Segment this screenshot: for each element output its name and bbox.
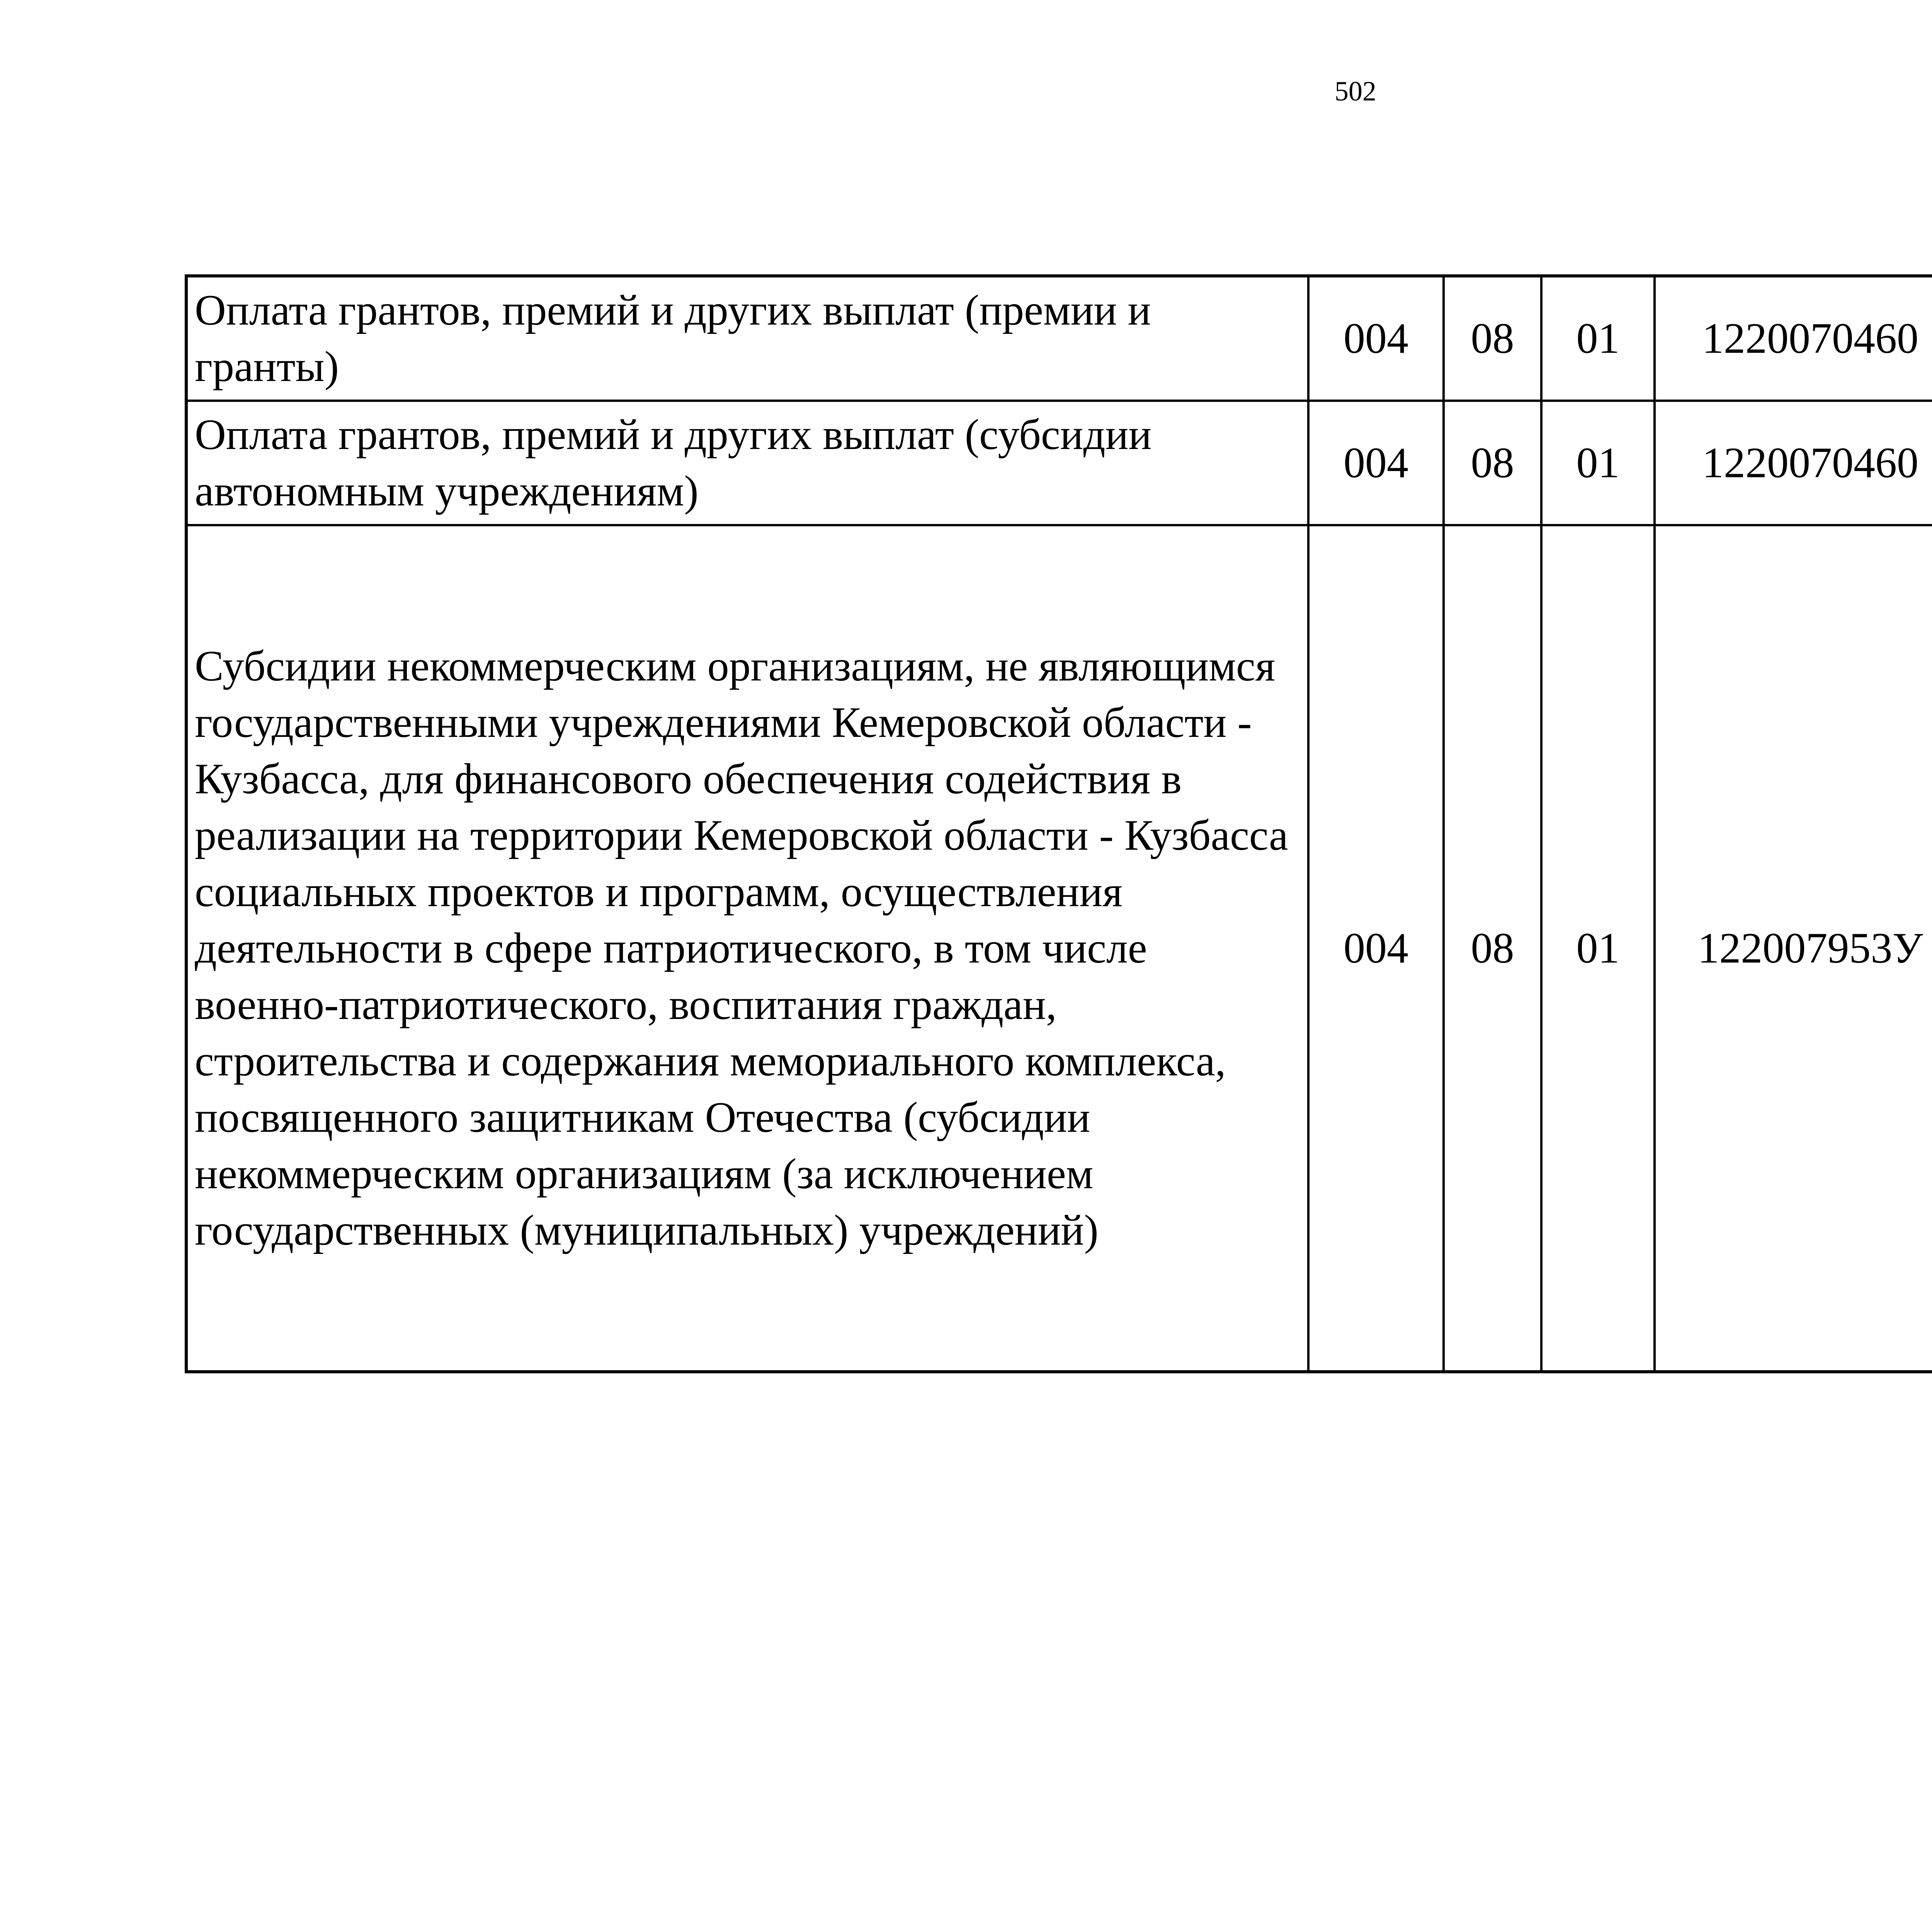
subsection-code: 01 — [1541, 525, 1655, 1372]
section-code: 08 — [1444, 276, 1541, 401]
expense-description: Субсидии некоммерческим организациям, не являющимся государственными учреждениями Кемеровской области - Кузбасса, для финансового обеспечения содействия в реализации на территории Кемеровской области - Кузбасса социальных проектов и программ, осуществления деятельности в сфере патриотического, в том числе военно-патриотического, воспитания граждан, строительства и содержания мемориального комплекса, посвященного защитникам Отечества (субсидии некоммерческим организациям (за исключением государственных (муниципальных) учреждений) — [186, 525, 1308, 1372]
budget-table — [185, 274, 1932, 1373]
subsection-code: 01 — [1541, 401, 1655, 525]
ministry-code: 004 — [1308, 276, 1444, 401]
ministry-code: 004 — [1308, 401, 1444, 525]
target-article-code: 1220070460 — [1655, 401, 1932, 525]
table-row — [186, 401, 1932, 525]
table-row — [186, 276, 1932, 401]
expense-description: Оплата грантов, премий и других выплат (субсидии автономным учреждениям) — [186, 401, 1308, 525]
subsection-code: 01 — [1541, 276, 1655, 401]
page-number: 502 — [1335, 76, 1376, 107]
table-row — [186, 525, 1932, 1372]
target-article-code: 1220070460 — [1655, 276, 1932, 401]
ministry-code: 004 — [1308, 525, 1444, 1372]
section-code: 08 — [1444, 525, 1541, 1372]
target-article-code: 122007953У — [1655, 525, 1932, 1372]
expense-description: Оплата грантов, премий и других выплат (премии и гранты) — [186, 276, 1308, 401]
section-code: 08 — [1444, 401, 1541, 525]
